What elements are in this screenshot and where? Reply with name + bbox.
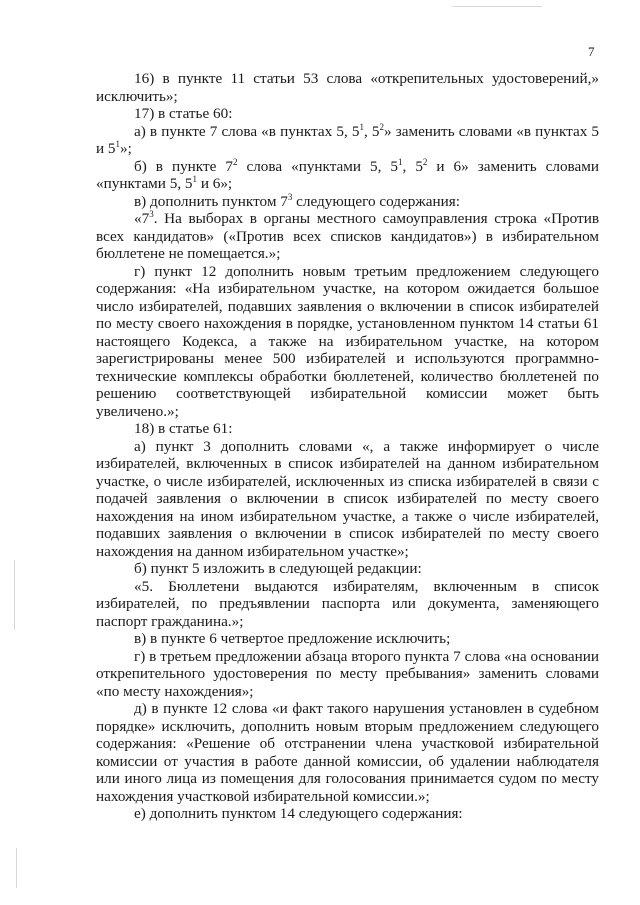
scan-edge-mark [14,560,15,630]
superscript: 1 [192,173,198,184]
paragraph [96,105,599,123]
superscript: 1 [398,156,403,167]
paragraph-text: следующего содержания: [292,192,460,210]
paragraph [96,560,599,578]
superscript: 3 [149,208,154,219]
paragraph-text: слова «пунктами 5, 5 [237,157,399,175]
superscript: 3 [287,191,293,202]
paragraph-text: г) пункт 12 дополнить новым третьим предложением следующего содержания: «На избирательном участке, на котором ожидается большое число избирателей, подавших заявления о включении в список избирателей по месту своего нахождения в порядке, установленном пунктом 14 статьи 61 настоящего Кодекса, а также на избирательном участке, на котором зарегистрированы менее 500 избирателей и используются программно-технические комплексы обработки бюллетеней, количество бюллетеней по решению соответствующей избирательной комиссии может быть увеличено.»; [96,262,599,420]
paragraph-text: а) в пункте 7 слова «в пунктах 5, 5 [134,122,360,140]
paragraph-text: а) пункт 3 дополнить словами «, а также информирует о числе избирателей, включенных в список избирателей на данном избирательном участке, о числе избирателей, исключенных из списка избирателей в связи с подачей заявления о включении в список избирателей по месту своего нахождения на ином избирательном участке, а также о числе избирателей, подавших заявления о включении в список избирателей по месту своего нахождения на данном избирательном участке»; [96,437,599,560]
scan-edge-mark [16,848,17,888]
paragraph [96,700,599,805]
paragraph [96,158,599,193]
paragraph-text: «5. Бюллетени выдаются избирателям, включенным в список избирателей, по предъявлении паспорта или документа, заменяющего паспорт гражданина.»; [96,577,599,630]
paragraph [96,578,599,631]
paragraph-text: 16) в пункте 11 статьи 53 слова «открепительных удостоверений,» исключить»; [96,70,599,105]
superscript: 2 [422,156,428,167]
superscript: 2 [232,156,238,167]
paragraph-text: е) дополнить пунктом 14 следующего содержания: [134,805,463,822]
paragraph-text: »; [120,140,132,157]
paragraph-text: . На выборах в органы местного самоуправления строка «Против всех кандидатов» («Против всех списков кандидатов») в избирательном бюллетене не помещается.»; [96,210,599,262]
superscript: 1 [115,138,121,149]
paragraph [96,420,599,438]
paragraph-text: д) в пункте 12 слова «и факт такого нарушения установлен в судебном порядке» исключить, дополнить новым вторым предложением следующего содержания: «Решение об отстранении члена участковой избирательной комиссии от участия в работе данной комиссии, об удалении наблюдателя или иного лица из помещения для голосования принимается судом по месту нахождения участковой избирательной комиссии.»; [96,700,599,805]
paragraph [96,648,599,701]
paragraph-text: «7 [134,210,150,227]
paragraph-text: в) дополнить пунктом 7 [134,192,288,210]
document-body [96,70,599,823]
paragraph-text: » заменить словами «в пунктах 5 и 5 [96,122,600,157]
paragraph-text: , 5 [363,122,380,140]
paragraph [96,263,599,421]
paragraph-text: и 6»; [197,175,233,192]
paragraph [96,210,599,263]
paragraph-text: и 6» заменить словами «пунктами 5, 5 [96,157,599,192]
paragraph-text: б) пункт 5 изложить в следующей редакции: [134,560,422,577]
paragraph [96,438,599,561]
paragraph-text: в) в пункте 6 четвертое предложение исключить; [134,630,451,647]
scan-edge-mark [452,6,542,7]
paragraph [96,193,599,211]
paragraph-text: , 5 [402,157,423,175]
superscript: 2 [379,121,384,132]
paragraph-text: б) в пункте 7 [134,157,233,175]
paragraph [96,630,599,648]
paragraph [96,123,599,158]
paragraph [96,70,599,105]
paragraph [96,805,599,823]
paragraph-text: г) в третьем предложении абзаца второго пункта 7 слова «на основании открепительного удостоверения по месту пребывания» заменить словами «по месту нахождения»; [96,647,599,700]
superscript: 1 [359,121,364,132]
paragraph-text: 18) в статье 61: [134,420,233,437]
paragraph-text: 17) в статье 60: [134,105,233,122]
page-number: 7 [588,44,595,59]
